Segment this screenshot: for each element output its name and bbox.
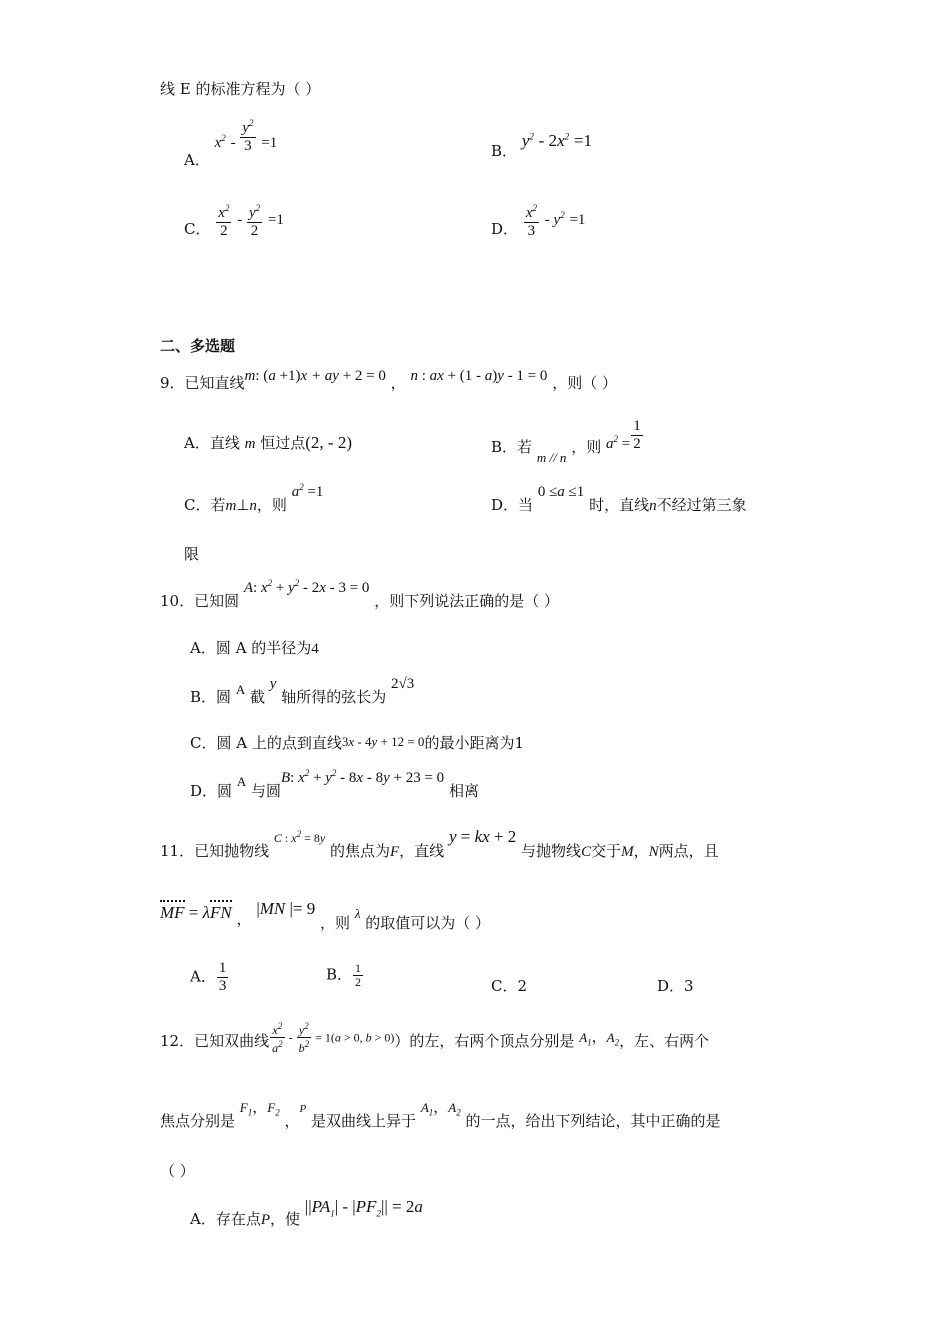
question-8-stem-end: 线 E 的标准方程为（ ）	[160, 80, 321, 98]
section-title: 二、多选题	[160, 337, 236, 355]
question-11-stem-line1: 11．已知抛物线 C : $x^2 = 8y$ 的焦点为F，直线 y = kx + 2 与抛物线C交于M，N两点，且	[160, 827, 719, 860]
q10-option-b: B．圆 A 截 y 轴所得的弦长为 2√3	[190, 676, 415, 706]
q11-option-a: A． $\frac{1}{3}$	[190, 960, 227, 994]
q12-option-a: A．存在点P，使 $||PA_1| - |PF_2|| = 2a$	[190, 1197, 423, 1228]
q10-option-d: D．圆 A 与圆B: $x^2 + y^2 - 8x - 8y + 23 = 0$ 相离	[190, 768, 479, 800]
q10-option-a: A．圆 A 的半径为4	[190, 639, 319, 657]
q12-paren: （ ）	[160, 1162, 195, 1180]
q9-option-a: A．直线 m 恒过点(2, - 2)	[184, 433, 352, 452]
q11-option-c: C．2	[491, 977, 528, 995]
question-12-stem-line2: 焦点分别是 $F_1$，$F_2$ ，P 是双曲线上异于 $A_1$，$A_2$ 的一点，给出下列结论，其中正确的是	[160, 1098, 721, 1130]
q10-option-c: C．圆 A 上的点到直线3x - 4y + 12 = 0的最小距离为1	[190, 734, 524, 752]
q8-option-b: B． $y^2 - 2x^2 =1$	[491, 131, 592, 160]
q9-option-c: C．若m⊥n，则 $a^2 =1$	[184, 482, 324, 514]
q9-option-d: D．当 0 ≤a ≤1 时，直线n不经过第三象	[491, 484, 747, 514]
q8-option-a: A． $x^2$ - $\frac{y^2}{3}$ =1	[184, 115, 277, 155]
q8-option-c: C． $\frac{x^2}{2}$ - $\frac{y^2}{2}$ =1	[184, 200, 284, 240]
question-11-stem-line2: MF = λFN ， |MN |= 9 ，则 λ 的取值可以为（ ）	[160, 899, 491, 932]
question-10-stem: 10．已知圆 A: $x^2 + y^2 - 2x - 3 = 0$ ，则下列说法正确的是（ ）	[160, 578, 559, 610]
q9-option-d-continued: 限	[184, 545, 200, 563]
q11-option-b: B． $\frac{1}{2}$	[326, 961, 362, 989]
question-12-stem-line1: 12．已知双曲线 $\frac{x^2}{a^2}$ - $\frac{y^2}{b^2}$ = 1(a > 0, b > 0)）的左，右两个顶点分别是 $A_1$，$A_2$，左、右两个	[160, 1021, 710, 1055]
q8-option-d: D． $\frac{x^2}{3}$ - $y^2 =1$	[491, 200, 585, 240]
q9-option-b: B．若 m // n ，则 $a^2$ = $\frac{1}{2}$	[491, 418, 641, 465]
q11-option-d: D．3	[657, 977, 694, 995]
question-9-stem: 9．已知直线m: (a +1)x + ay + 2 = 0 ， n : ax + (1 - a)y - 1 = 0 ，则（ ）	[160, 368, 617, 392]
